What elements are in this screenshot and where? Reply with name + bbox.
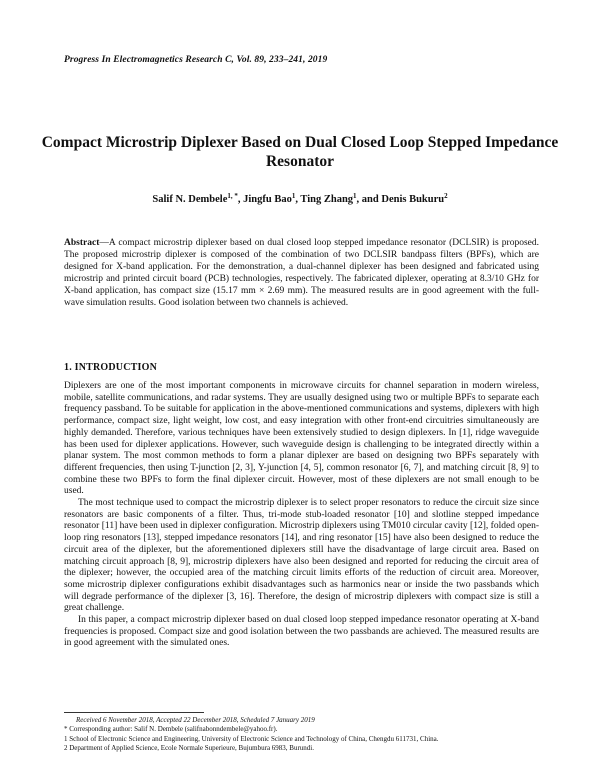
- body-paragraph: In this paper, a compact microstrip diplexer based on dual closed loop stepped impedance resonator operating at X-band frequencies is proposed. Compact size and good isolation between the two passbands are achieved. The measured results are in good agreement with the simulated ones.: [64, 615, 539, 649]
- abstract: [64, 238, 539, 309]
- abstract-label: Abstract: [64, 238, 100, 248]
- author-separator: , and: [356, 194, 382, 205]
- section-body: [64, 381, 539, 650]
- author-separator: ,: [237, 194, 244, 205]
- author-name: Salif N. Dembele: [152, 194, 228, 205]
- author-affiliation-mark: 1: [291, 192, 296, 200]
- author-affiliation-mark: 1: [353, 192, 357, 200]
- body-paragraph: The most technique used to compact the microstrip diplexer is to select proper resonators to reduce the circuit size since resonators are basic components of a filter. Thus, tri-mode stub-loaded resonator [10] and slotline stepped impedance resonator [11] have been used in diplexer configuration. Microstrip diplexers using TM010 circular cavity [12], folded open-loop ring resonators [13], stepped impedance resonators [14], and ring resonator [15] have also been designed to reduce the circuit area of the diplexer, but the aforementioned diplexers still have the disadvantage of large circuit area. Based on matching circuit approach [8, 9], microstrip diplexers have also been designed and reported for reducing the circuit area of the diplexer; however, the occupied area of the matching circuit limits efforts of the reduction of circuit area. Moreover, some microstrip diplexer configurations exhibit disadvantages such as harmonics near or inside the two passbands which will degrade performance of the diplexer [3, 16]. Therefore, the design of microstrip diplexers with compact size is still a great challenge.: [64, 498, 539, 614]
- author-name: Ting Zhang: [300, 194, 354, 205]
- corresponding-author-note: * Corresponding author: Salif N. Dembele (salifnabonndembele@yahoo.fr).: [64, 725, 278, 734]
- affiliation-note: 2 Department of Applied Science, Ecole Normale Superieure, Bujumbura 6983, Burundi.: [64, 743, 314, 752]
- affiliation-note: 1 School of Electronic Science and Engineering, University of Electronic Science and Technology of China, Chengdu 611731, China.: [64, 734, 439, 743]
- footnotes: [64, 716, 539, 753]
- author-affiliation-mark: 1, *: [227, 192, 238, 200]
- author-affiliation-mark: 2: [444, 192, 448, 200]
- paper-title: Compact Microstrip Diplexer Based on Dual Closed Loop Stepped Impedance Resonator: [41, 134, 559, 170]
- author-separator: ,: [295, 194, 301, 205]
- author-name: Jingfu Bao: [243, 194, 292, 205]
- author-list: [40, 192, 560, 205]
- author-name: Denis Bukuru: [381, 194, 445, 205]
- body-paragraph: Diplexers are one of the most important components in microwave circuits for channel separation in modern wireless, mobile, satellite communications, and radar systems. They are usually designed using two or multiple BPFs to separate each frequency passband. To be suitable for application in the above-mentioned communications and systems, diplexers with high performance, compact size, light weight, low cost, and easy integration with other front-end circuitries simultaneously are highly demanded. Therefore, various techniques have been extensively studied to design diplexers. In [1], ridge waveguide has been used for diplexer applications. However, such waveguide design is challenging to be integrated directly within a planar system. The most common methods to form a planar diplexer are based on designing two BPFs separately with different frequencies, then using T-junction [2, 3], Y-junction [4, 5], common resonator [6, 7], and matching circuit [8, 9] to combine these two BPFs to form the final diplexer circuit. However, most of these diplexers are not small enough to be used.: [64, 381, 539, 497]
- journal-header: Progress In Electromagnetics Research C, Vol. 89, 233–241, 2019: [64, 55, 328, 65]
- received-dates: Received 6 November 2018, Accepted 22 December 2018, Scheduled 7 January 2019: [76, 716, 315, 724]
- footnote-divider: [64, 712, 204, 713]
- section-heading: 1. INTRODUCTION: [64, 362, 158, 373]
- abstract-text: —A compact microstrip diplexer based on dual closed loop stepped impedance resonator (DCLSIR) is proposed. The proposed microstrip diplexer is composed of the combination of two DCLSIR bandpass filters (BPFs), which are designed for X-band application. For the demonstration, a dual-channel diplexer has been designed and fabricated using microstrip and printed circuit board (PCB) technologies, respectively. The fabricated diplexer, operating at 8.3/10 GHz for X-band application, has compact size (15.17 mm × 2.69 mm). The measured results are in good agreement with the full-wave simulation results. Good isolation between two channels is achieved.: [64, 238, 539, 308]
